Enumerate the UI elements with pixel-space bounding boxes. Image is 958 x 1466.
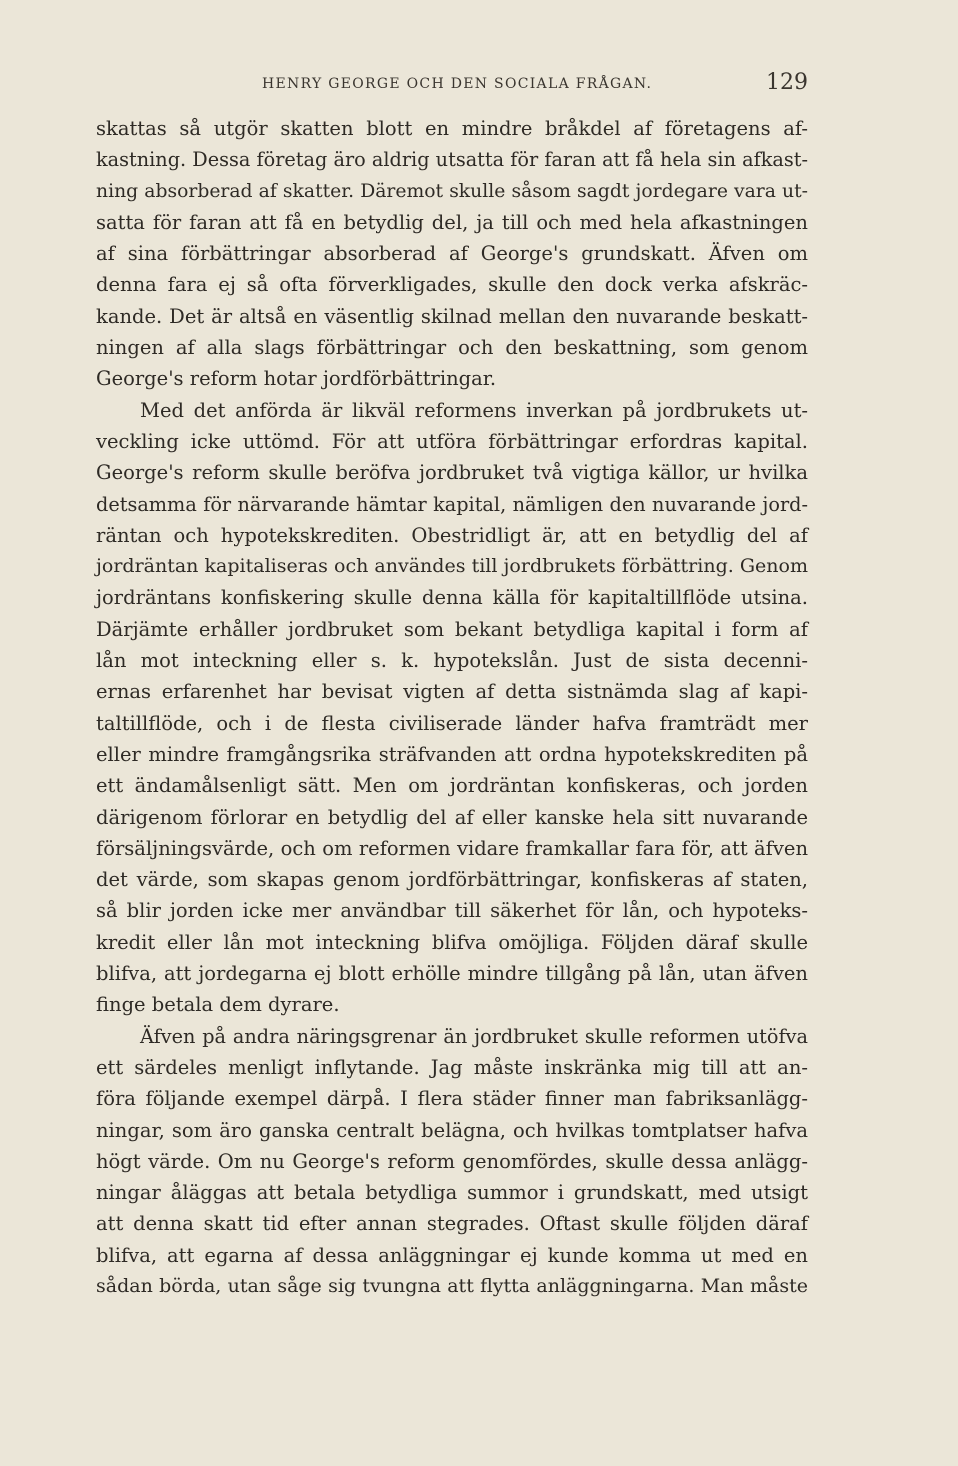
text-line: lån mot inteckning eller s. k. hypotekslån. Just de sista decenni- bbox=[96, 649, 808, 673]
page-header bbox=[96, 70, 808, 100]
text-line: ett särdeles menligt inflytande. Jag måste inskränka mig till att an- bbox=[96, 1055, 808, 1079]
text-line: försäljningsvärde, och om reformen vidare framkallar fara för, att äfven bbox=[96, 836, 808, 860]
text-line: högt värde. Om nu George's reform genomfördes, skulle dessa anlägg- bbox=[96, 1149, 808, 1173]
text-line: blifva, att jordegarna ej blott erhölle mindre tillgång på lån, utan äfven bbox=[96, 962, 808, 986]
text-line: ernas erfarenhet har bevisat vigten af detta sistnämda slag af kapi- bbox=[96, 680, 808, 704]
text-line: jordräntan kapitaliseras och användes till jordbrukets förbättring. Genom bbox=[96, 555, 808, 578]
text-line: ett ändamålsenligt sätt. Men om jordräntan konfiskeras, och jorden bbox=[96, 774, 808, 798]
text-line: kande. Det är altså en väsentlig skilnad mellan den nuvarande beskatt- bbox=[96, 304, 808, 328]
text-line: George's reform skulle beröfva jordbruket två vigtiga källor, ur hvilka bbox=[96, 461, 808, 485]
text-line: ningen af alla slags förbättringar och den beskattning, som genom bbox=[96, 336, 808, 360]
text-line: sådan börda, utan såge sig tvungna att flytta anläggningarna. Man måste bbox=[96, 1274, 808, 1297]
body-text bbox=[96, 113, 808, 1302]
running-head: HENRY GEORGE OCH DEN SOCIALA FRÅGAN. bbox=[262, 76, 653, 92]
text-line: denna fara ej så ofta förverkligades, skulle den dock verka afskräc- bbox=[96, 273, 808, 297]
text-line: George's reform hotar jordförbättringar. bbox=[96, 367, 497, 391]
text-line: eller mindre framgångsrika sträfvanden att ordna hypotekskrediten på bbox=[96, 742, 808, 766]
text-line: ningar åläggas att betala betydliga summor i grundskatt, med utsigt bbox=[96, 1181, 808, 1205]
text-line: finge betala dem dyrare. bbox=[96, 993, 340, 1017]
page-number: 129 bbox=[766, 70, 808, 95]
text-line: af sina förbättringar absorberad af George's grundskatt. Äfven om bbox=[96, 242, 808, 266]
text-line: föra följande exempel därpå. I flera städer finner man fabriksanlägg- bbox=[96, 1087, 808, 1111]
text-line: därigenom förlorar en betydlig del af eller kanske hela sitt nuvarande bbox=[96, 805, 808, 829]
text-line: blifva, att egarna af dessa anläggningar ej kunde komma ut med en bbox=[96, 1243, 808, 1267]
text-line: detsamma för närvarande hämtar kapital, nämligen den nuvarande jord- bbox=[96, 492, 808, 516]
text-line: ning absorberad af skatter. Däremot skulle såsom sagdt jordegare vara ut- bbox=[96, 180, 808, 202]
text-line: det värde, som skapas genom jordförbättringar, konfiskeras af staten, bbox=[96, 868, 808, 892]
text-line: Äfven på andra näringsgrenar än jordbruket skulle reformen utöfva bbox=[140, 1024, 808, 1048]
text-line: skattas så utgör skatten blott en mindre bråkdel af företagens af- bbox=[96, 117, 808, 140]
text-line: räntan och hypotekskrediten. Obestridligt är, att en betydlig del af bbox=[96, 523, 808, 547]
text-line: Med det anförda är likväl reformens inverkan på jordbrukets ut- bbox=[140, 398, 808, 422]
text-line: taltillflöde, och i de flesta civiliserade länder hafva framträdt mer bbox=[96, 711, 808, 735]
text-line: kredit eller lån mot inteckning blifva omöjliga. Följden däraf skulle bbox=[96, 930, 808, 954]
text-line: jordräntans konfiskering skulle denna källa för kapitaltillflöde utsina. bbox=[96, 586, 808, 610]
text-line: så blir jorden icke mer användbar till säkerhet för lån, och hypoteks- bbox=[96, 899, 808, 923]
text-line: att denna skatt tid efter annan stegrades. Oftast skulle följden däraf bbox=[96, 1212, 808, 1236]
text-line: kastning. Dessa företag äro aldrig utsatta för faran att få hela sin afkast- bbox=[96, 148, 808, 172]
text-line: Därjämte erhåller jordbruket som bekant betydliga kapital i form af bbox=[96, 617, 808, 641]
text-line: ningar, som äro ganska centralt belägna, och hvilkas tomtplatser hafva bbox=[96, 1118, 808, 1142]
text-line: satta för faran att få en betydlig del, ja till och med hela afkastningen bbox=[96, 210, 808, 234]
text-line: veckling icke uttömd. För att utföra förbättringar erfordras kapital. bbox=[96, 429, 808, 453]
